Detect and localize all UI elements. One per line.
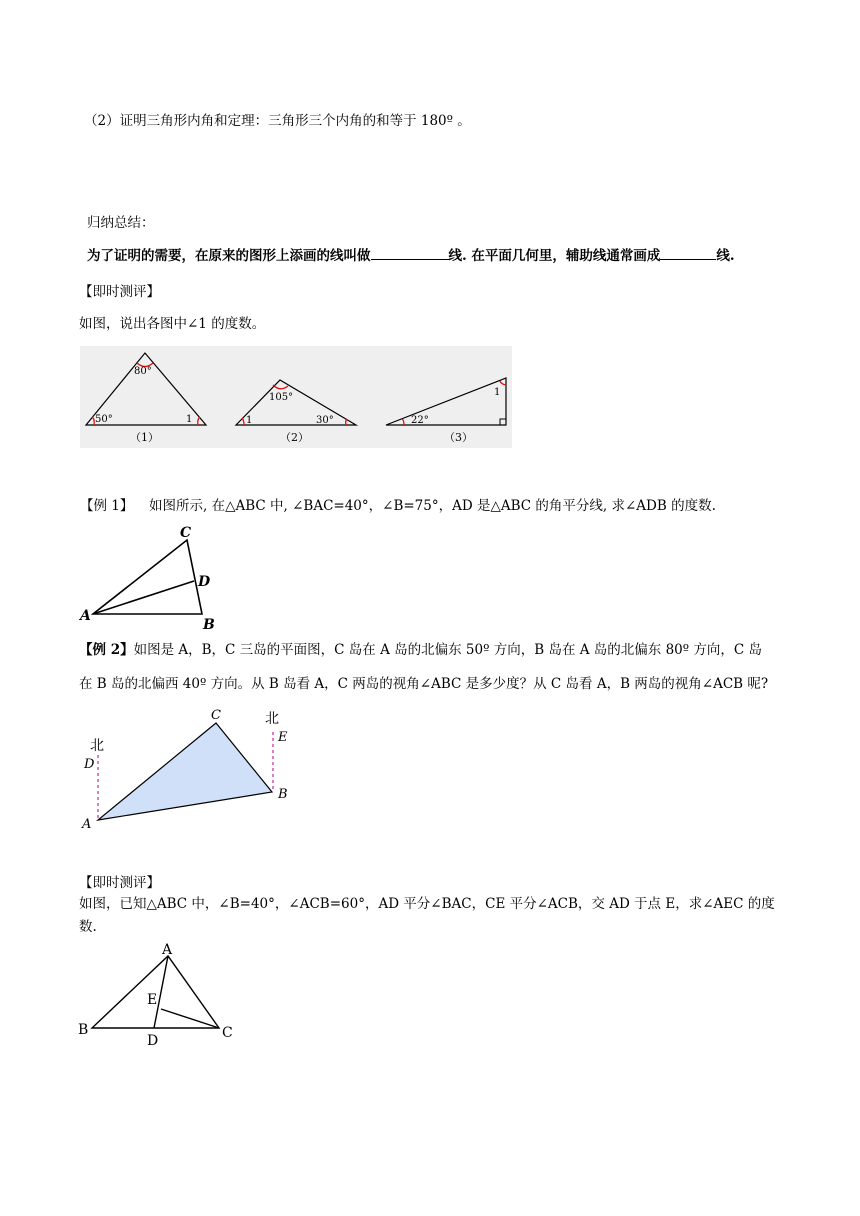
north-label-b: 北: [265, 711, 279, 727]
example1-label: 【例 1】: [80, 498, 134, 514]
proof-statement: （2）证明三角形内角和定理：三角形三个内角的和等于 180º 。: [84, 113, 471, 129]
blank-2: [660, 246, 716, 260]
three-triangles-figure: [80, 346, 512, 448]
point-c-label: C: [180, 525, 192, 541]
triangle-2-right-label: 30°: [316, 415, 334, 426]
point-a-label: A: [162, 942, 173, 958]
quiz1-heading: 【即时测评】: [79, 284, 160, 300]
example1-figure: [76, 522, 226, 634]
triangle-2-caption: （2）: [280, 431, 309, 444]
island-a-label: A: [82, 817, 92, 832]
island-c-label: C: [211, 708, 221, 723]
blank-1: [371, 246, 449, 260]
quiz2-line2: 数.: [79, 919, 97, 935]
triangle-1-left-label: 50°: [95, 414, 113, 425]
quiz2-figure: [76, 940, 241, 1050]
triangle-3-caption: （3）: [444, 431, 473, 444]
triangle-3-left-label: 22°: [411, 415, 429, 426]
bisector-ad: [93, 581, 194, 614]
point-b-label: B: [78, 1022, 89, 1038]
triangle-2-left-label: 1: [246, 415, 253, 426]
point-b-label: B: [203, 617, 215, 633]
point-e-label: E: [278, 730, 288, 745]
triangle-1-top-label: 80°: [134, 366, 152, 377]
summary-sentence: [87, 246, 735, 265]
summary-part2: 线. 在平面几何里，辅助线通常画成: [448, 248, 661, 264]
example2-line1: 如图是 A，B，C 三岛的平面图，C 岛在 A 岛的北偏东 50º 方向，B 岛在 A 岛的北偏东 80º 方向，C 岛: [133, 642, 763, 658]
island-b-label: B: [278, 787, 288, 802]
triangle-3-right-label: 1: [494, 387, 501, 398]
islands-figure: [78, 703, 308, 833]
segment-ce: [161, 1009, 219, 1028]
point-e-label: E: [147, 992, 158, 1008]
triangle-1-caption: （1）: [130, 431, 159, 444]
point-c-label: C: [222, 1025, 233, 1041]
summary-part3: 线.: [716, 248, 735, 264]
triangle-abc: [93, 540, 202, 614]
triangle-1-right-label: 1: [186, 414, 193, 425]
north-label-a: 北: [90, 738, 104, 754]
summary-part1: 为了证明的需要，在原来的图形上添画的线叫做: [87, 248, 371, 264]
point-d-label: D: [84, 757, 95, 772]
example2-label: 【例 2】如图是 A，B，C 三岛的平面图，C 岛在 A 岛的北偏东 50º 方向，B 岛在 A 岛的北偏东 80º 方向，C 岛: [79, 642, 763, 658]
quiz2-heading: 【即时测评】: [79, 875, 160, 891]
triangle-2-top-label: 105°: [269, 392, 294, 403]
quiz1-text: 如图，说出各图中∠1 的度数。: [79, 316, 266, 332]
point-a-label: A: [80, 608, 91, 624]
example2-line2: 在 B 岛的北偏西 40º 方向。从 B 岛看 A，C 两岛的视角∠ABC 是多少度？从 C 岛看 A，B 两岛的视角∠ACB 呢?: [79, 676, 769, 692]
triangle-abc-islands: [98, 723, 272, 820]
example1-text: 如图所示, 在△ABC 中, ∠BAC=40°，∠B=75°，AD 是△ABC 的角平分线, 求∠ADB 的度数.: [149, 498, 716, 514]
point-d-label: D: [198, 574, 211, 590]
point-d-label: D: [147, 1033, 159, 1049]
summary-heading: 归纳总结：: [87, 215, 155, 231]
quiz2-line1: 如图，已知△ABC 中，∠B=40°，∠ACB=60°，AD 平分∠BAC，CE 平分∠ACB，交 AD 于点 E，求∠AEC 的度: [79, 896, 775, 912]
